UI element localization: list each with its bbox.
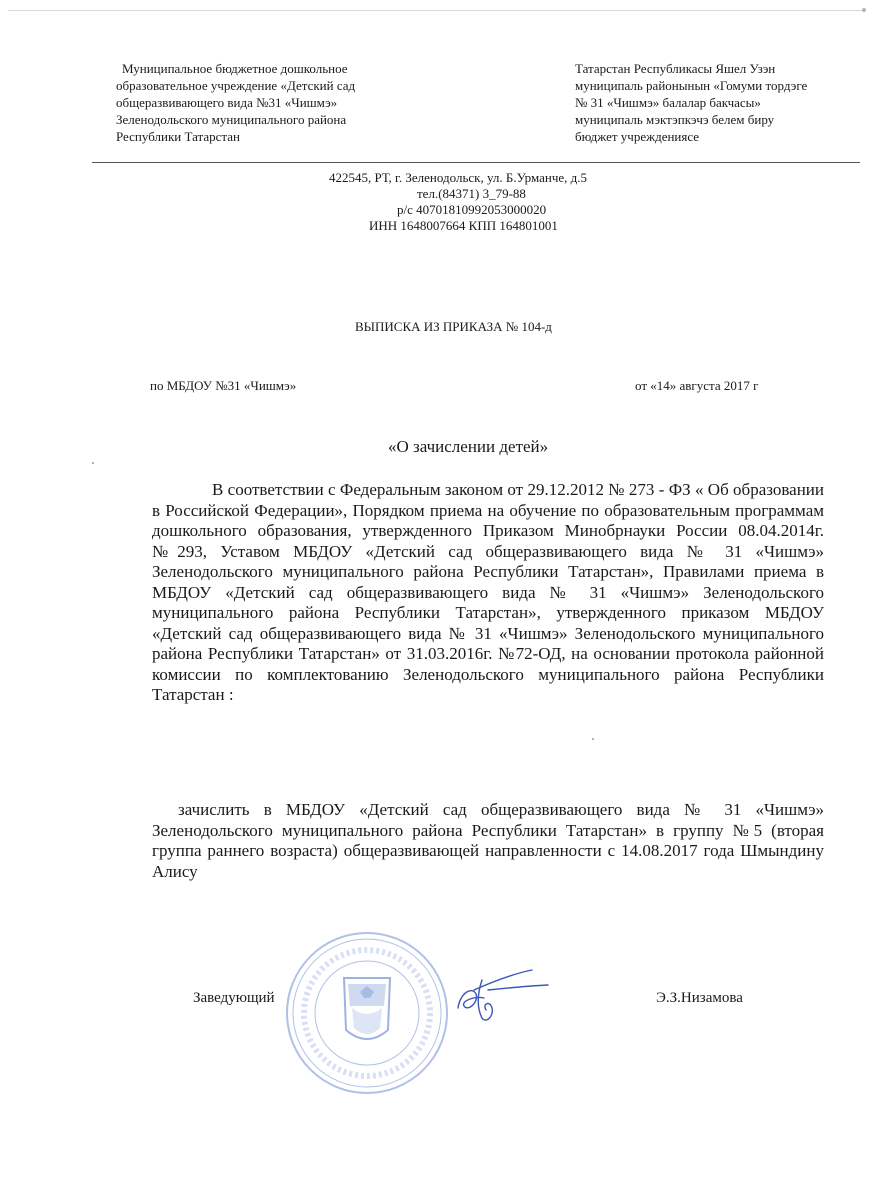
header-left-line: образовательное учреждение «Детский сад: [116, 78, 356, 93]
bank-account: р/с 40701810992053000020: [397, 202, 547, 217]
header-left-line: общеразвивающего вида №31 «Чишмэ»: [116, 95, 338, 110]
header-right-line: Татарстан Республикасы Яшел Узэн: [575, 61, 776, 76]
signatory-name: Э.З.Низамова: [656, 990, 743, 1006]
header-right-line: муниципаль мэктэпкэчэ белем биру: [575, 112, 775, 127]
order-body-paragraph: В соответствии с Федеральным законом от 29.12.2012 № 273 - ФЗ « Об образовании в Российской Федерации», Порядком приема на обучение по образовательным программам дошкольного образования, утвержденного Приказом Минобрнауки России 08.04.2014г. №293, Уставом МБДОУ «Детский сад общеразвивающего вида № 31 «Чишмэ» Зеленодольского муниципального района Республики Татарстан», Правилами приема в МБДОУ «Детский сад общеразвивающего вида № 31 «Чишмэ» Зеленодольского муниципального района Республики Татарстан», утвержденного приказом МБДОУ «Детский сад общеразвивающего вида № 31 «Чишмэ» Зеленодольского муниципального района Республики Татарстан» от 31.03.2016г. №72-ОД, на основании протокола районной комиссии по комплектованию Зеленодольского муниципального района Республики Татарстан :: [152, 480, 824, 704]
header-left-line: Республики Татарстан: [116, 129, 240, 144]
header-right-line: № 31 «Чишмэ» балалар бакчасы»: [575, 95, 761, 110]
organization-line: по МБДОУ №31 «Чишмэ»: [150, 378, 297, 393]
inn-kpp: ИНН 1648007664 КПП 164801001: [369, 218, 558, 233]
date-line: от «14» августа 2017 г: [635, 378, 759, 393]
header-right-block: [575, 60, 855, 145]
phone: тел.(84371) 3_79-88: [417, 186, 526, 201]
official-stamp: [282, 928, 452, 1098]
scan-speck: [92, 462, 94, 464]
address: 422545, РТ, г. Зеленодольск, ул. Б.Урманче, д.5: [329, 170, 587, 185]
top-border-line: [8, 10, 864, 11]
contacts-block: [0, 170, 872, 234]
order-subject: «О зачислении детей»: [388, 437, 549, 456]
corner-dot: [862, 8, 866, 12]
handwritten-signature: [452, 968, 552, 1028]
emblem-icon: [344, 978, 390, 1039]
scan-speck: [592, 738, 594, 740]
header-left-block: [116, 60, 422, 145]
order-decision-paragraph: зачислить в МБДОУ «Детский сад общеразвивающего вида № 31 «Чишмэ» Зеленодольского муниципального района Республики Татарстан» в группу №5 (вторая группа раннего возраста) общеразвивающей направленности с 14.08.2017 года Шмындину Алису: [152, 800, 824, 881]
header-right-line: бюджет учреждениясе: [575, 129, 700, 144]
signatory-position: Заведующий: [193, 990, 275, 1006]
header-right-line: муниципаль районынын «Гомуми тордэге: [575, 78, 808, 93]
document-title: ВЫПИСКА ИЗ ПРИКАЗА № 104-д: [355, 319, 552, 334]
header-left-line: Зеленодольского муниципального района: [116, 112, 347, 127]
header-left-line: Муниципальное бюджетное дошкольное: [122, 61, 348, 76]
header-divider: [92, 162, 860, 163]
